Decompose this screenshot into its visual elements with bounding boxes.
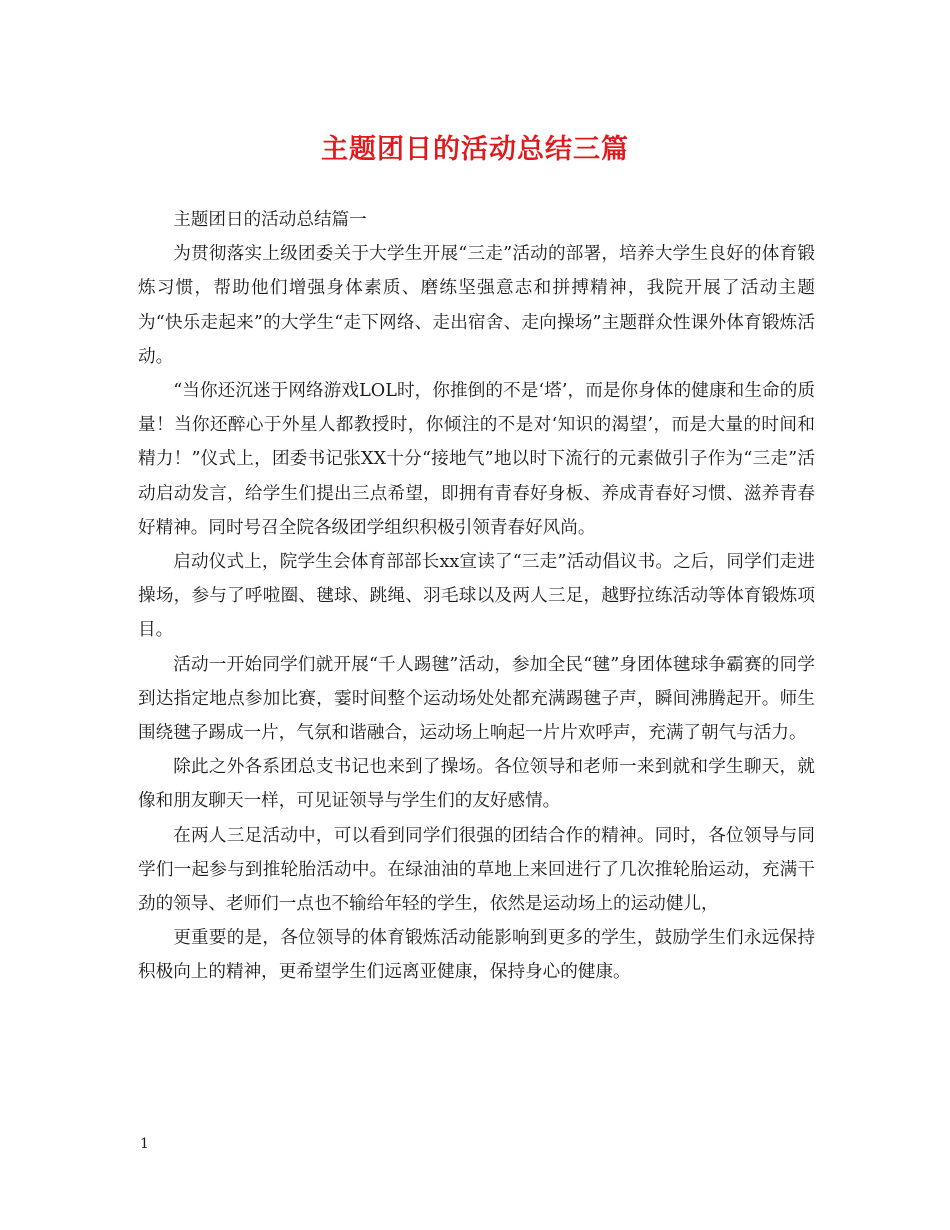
paragraph: 更重要的是，各位领导的体育锻炼活动能影响到更多的学生，鼓励学生们永远保持积极向上的精神，更希望学生们远离亚健康，保持身心的健康。: [138, 928, 815, 983]
paragraph: 除此之外各系团总支书记也来到了操场。各位领导和老师一来到就和学生聊天，就像和朋友聊天一样，可见证领导与学生们的友好感情。: [138, 757, 815, 812]
paragraph: “当你还沉迷于网络游戏LOL时，你推倒的不是‘塔’，而是你身体的健康和生命的质量！当你还醉心于外星人都教授时，你倾注的不是对‘知识的渴望’，而是大量的时间和精力！”仪式上，团委书记张XX十分“接地气”地以时下流行的元素做引子作为“三走”活动启动发言，给学生们提出三点希望，即拥有青春好身板、养成青春好习惯、滋养青春好精神。同时号召全院各级团学组织积极引领青春好风尚。: [138, 381, 815, 538]
paragraph-section-heading: 主题团日的活动总结篇一: [173, 210, 367, 230]
page-number: 1: [140, 1136, 149, 1152]
paragraph: 启动仪式上，院学生会体育部部长xx宣读了“三走”活动倡议书。之后，同学们走进操场，参与了呼啦圈、毽球、跳绳、羽毛球以及两人三足，越野拉练活动等体育锻炼项目。: [138, 552, 815, 641]
paragraph: 为贯彻落实上级团委关于大学生开展“三走”活动的部署，培养大学生良好的体育锻炼习惯，帮助他们增强身体素质、磨练坚强意志和拼搏精神，我院开展了活动主题为“快乐走起来”的大学生“走下网络、走出宿舍、走向操场”主题群众性课外体育锻炼活动。: [138, 244, 815, 367]
paragraph: 活动一开始同学们就开展“千人踢毽”活动，参加全民“毽”身团体毽球争霸赛的同学到达指定地点参加比赛，霎时间整个运动场处处都充满踢毽子声，瞬间沸腾起开。师生围绕毽子踢成一片，气氛和谐融合，运动场上响起一片片欢呼声，充满了朝气与活力。: [138, 654, 815, 744]
document-body: [138, 203, 815, 990]
document-title: 主题团日的活动总结三篇: [321, 134, 629, 165]
paragraph: 在两人三足活动中，可以看到同学们很强的团结合作的精神。同时，各位领导与同学们一起参与到推轮胎活动中。在绿油油的草地上来回进行了几次推轮胎运动，充满干劲的领导、老师们一点也不输给年轻的学生，依然是运动场上的运动健儿，: [138, 825, 815, 915]
